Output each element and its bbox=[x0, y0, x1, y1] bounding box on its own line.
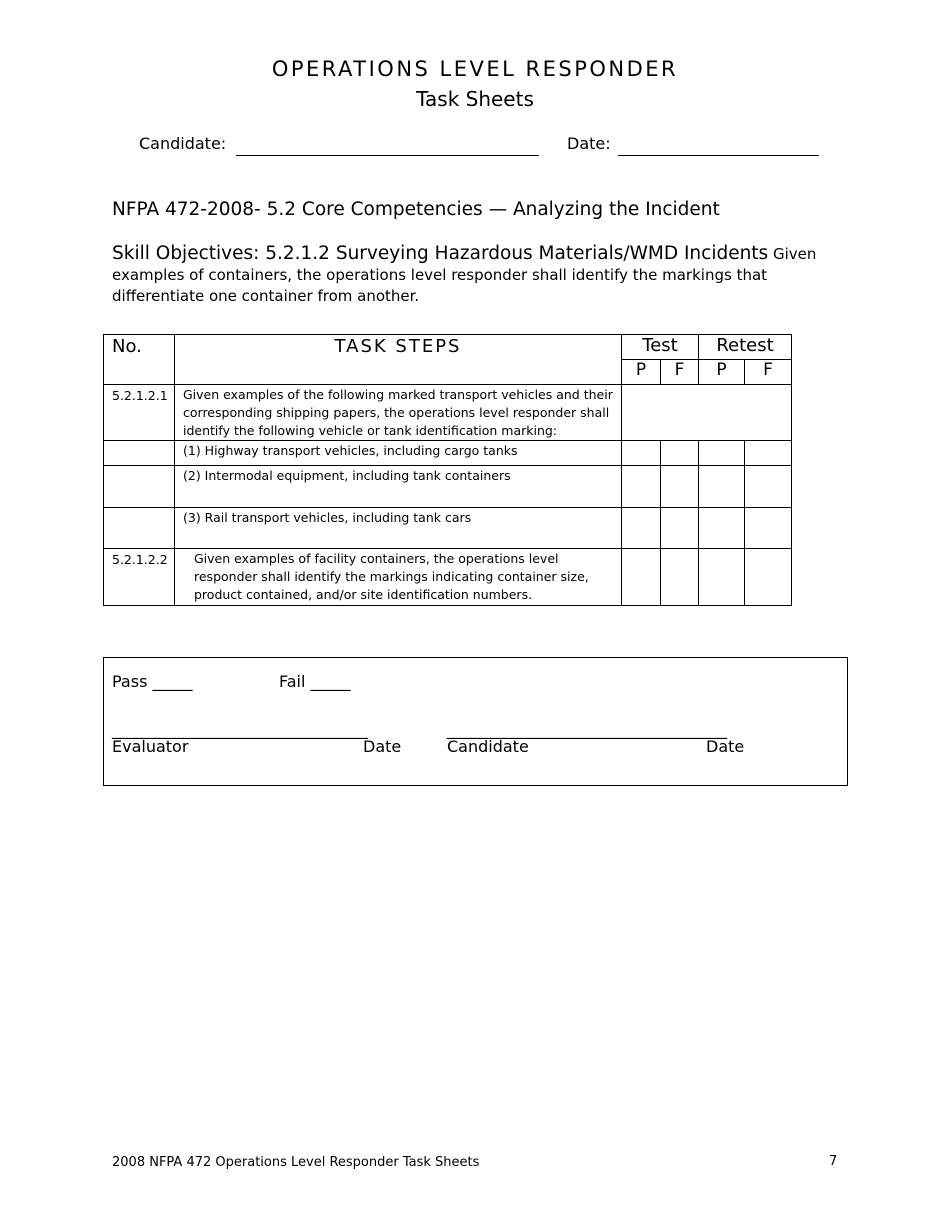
evaluator-label: Evaluator bbox=[112, 737, 189, 756]
col-header-retest-pass: P bbox=[699, 360, 745, 385]
score-cell-merged bbox=[622, 385, 792, 441]
retest-pass-cell[interactable] bbox=[699, 441, 745, 466]
candidate-label: Candidate: bbox=[139, 134, 227, 153]
test-fail-cell[interactable] bbox=[661, 466, 699, 508]
footer-text: 2008 NFPA 472 Operations Level Responder Task Sheets bbox=[112, 1155, 480, 1170]
task-table bbox=[103, 334, 792, 606]
skill-objective bbox=[112, 243, 842, 307]
retest-fail-cell[interactable] bbox=[745, 441, 792, 466]
retest-fail-cell[interactable] bbox=[745, 508, 792, 549]
fail-field[interactable]: Fail _____ bbox=[279, 672, 351, 691]
row-task-step: (3) Rail transport vehicles, including tank cars bbox=[175, 508, 622, 549]
retest-fail-cell[interactable] bbox=[745, 549, 792, 606]
candidate-label-bottom: Candidate bbox=[447, 737, 529, 756]
table-row bbox=[104, 508, 792, 549]
test-pass-cell[interactable] bbox=[622, 466, 661, 508]
page-number: 7 bbox=[829, 1154, 838, 1169]
table-row bbox=[104, 466, 792, 508]
col-header-no: No. bbox=[104, 335, 175, 385]
evaluation-box bbox=[103, 657, 848, 786]
row-number bbox=[104, 508, 175, 549]
objective-text: Given examples of containers, the operations level responder shall identify the markings that differentiate one container from another. bbox=[112, 245, 817, 305]
table-row bbox=[104, 549, 792, 606]
retest-pass-cell[interactable] bbox=[699, 549, 745, 606]
col-header-retest: Retest bbox=[699, 335, 792, 360]
test-pass-cell[interactable] bbox=[622, 441, 661, 466]
objective-title: Skill Objectives: 5.2.1.2 Surveying Hazardous Materials/WMD Incidents bbox=[112, 243, 769, 264]
test-fail-cell[interactable] bbox=[661, 441, 699, 466]
row-number bbox=[104, 441, 175, 466]
section-heading: NFPA 472-2008- 5.2 Core Competencies — Analyzing the Incident bbox=[112, 199, 720, 220]
date-field[interactable] bbox=[618, 155, 819, 156]
test-fail-cell[interactable] bbox=[661, 549, 699, 606]
page-title: OPERATIONS LEVEL RESPONDER bbox=[271, 57, 679, 81]
evaluator-date-label: Date bbox=[363, 737, 402, 756]
candidate-signature-line[interactable]: ___________________________________ bbox=[447, 720, 727, 739]
row-task-step: (1) Highway transport vehicles, including cargo tanks bbox=[175, 441, 622, 466]
row-number: 5.2.1.2.2 bbox=[104, 549, 175, 606]
test-fail-cell[interactable] bbox=[661, 508, 699, 549]
pass-field[interactable]: Pass _____ bbox=[112, 672, 193, 691]
evaluator-signature-line[interactable]: ________________________________ bbox=[112, 720, 368, 739]
table-row bbox=[104, 385, 792, 441]
retest-fail-cell[interactable] bbox=[745, 466, 792, 508]
candidate-field[interactable] bbox=[236, 155, 539, 156]
table-row bbox=[104, 441, 792, 466]
test-pass-cell[interactable] bbox=[622, 549, 661, 606]
page-subtitle: Task Sheets bbox=[416, 87, 534, 111]
row-number: 5.2.1.2.1 bbox=[104, 385, 175, 441]
row-number bbox=[104, 466, 175, 508]
retest-pass-cell[interactable] bbox=[699, 466, 745, 508]
date-label: Date: bbox=[567, 134, 611, 153]
retest-pass-cell[interactable] bbox=[699, 508, 745, 549]
col-header-test: Test bbox=[622, 335, 699, 360]
col-header-task-steps: TASK STEPS bbox=[175, 335, 622, 385]
row-task-step: Given examples of facility containers, the operations level responder shall identify the markings indicating container size, product contained, and/or site identification numbers. bbox=[175, 549, 622, 606]
col-header-test-pass: P bbox=[622, 360, 661, 385]
col-header-test-fail: F bbox=[661, 360, 699, 385]
col-header-retest-fail: F bbox=[745, 360, 792, 385]
candidate-date-label: Date bbox=[706, 737, 745, 756]
row-task-step: (2) Intermodal equipment, including tank containers bbox=[175, 466, 622, 508]
test-pass-cell[interactable] bbox=[622, 508, 661, 549]
row-task-step: Given examples of the following marked transport vehicles and their corresponding shipping papers, the operations level responder shall identify the following vehicle or tank identification marking: bbox=[175, 385, 622, 441]
